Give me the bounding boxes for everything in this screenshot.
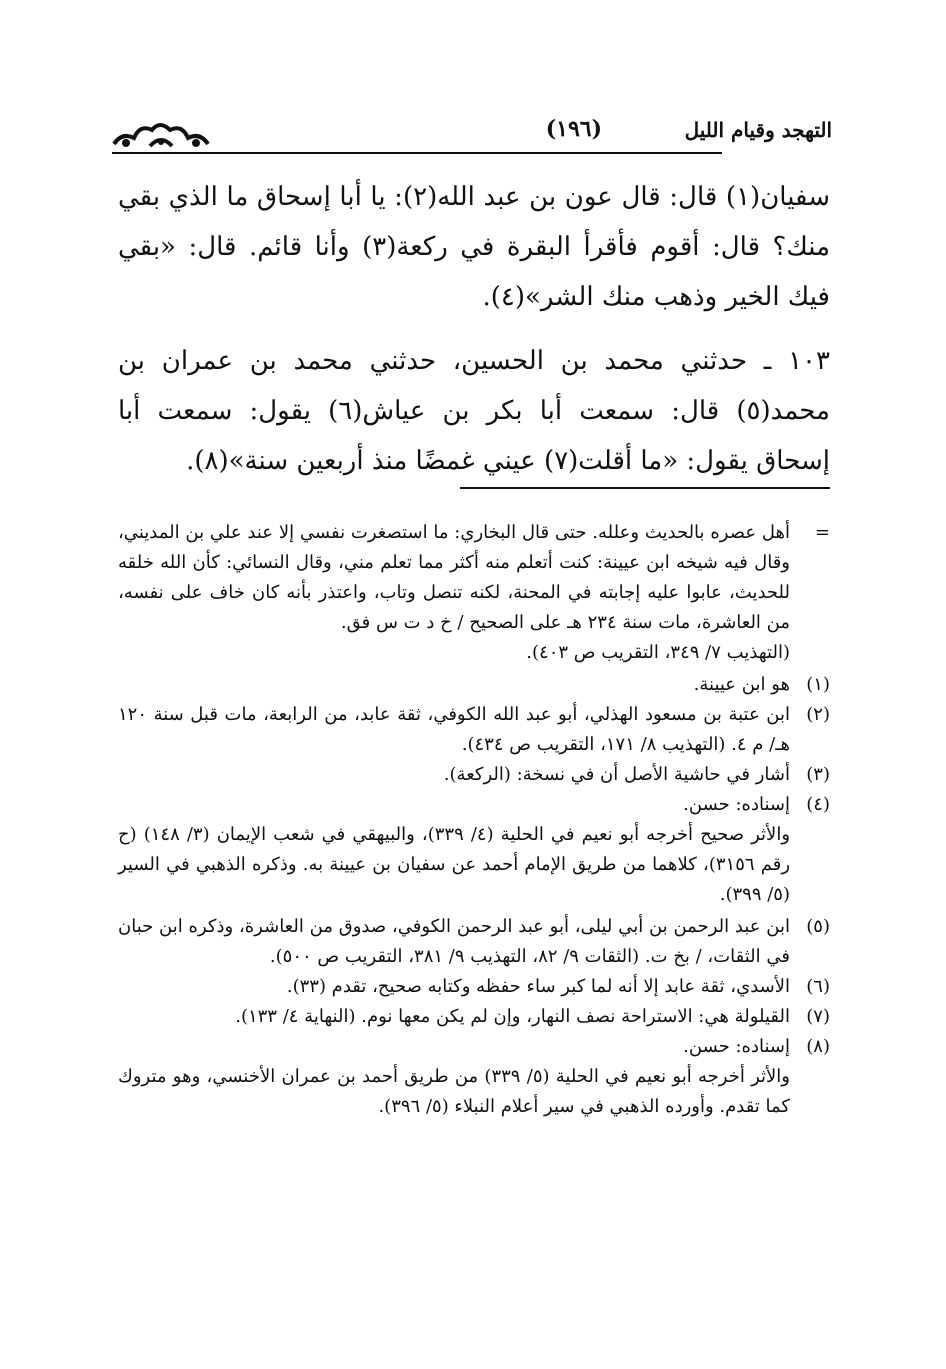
footnote-text: ابن عتبة بن مسعود الهذلي، أبو عبد الله الكوفي، ثقة عابد، من الرابعة، مات قبل سنة ١٢٠ هـ/ م ٤. (التهذيب ٨/ ١٧١، التقريب ص ٤٣٤). bbox=[118, 704, 790, 755]
footnote bbox=[118, 638, 830, 668]
footnote bbox=[118, 1062, 830, 1122]
footnote-number: (١) bbox=[806, 674, 830, 695]
footnote-number: (٥) bbox=[806, 916, 830, 937]
footnote-text: الأسدي، ثقة عابد إلا أنه لما كبر ساء حفظه وكتابه صحيح، تقدم (٣٣). bbox=[286, 976, 790, 997]
footnote bbox=[118, 670, 830, 700]
footnote-number: = bbox=[814, 522, 830, 543]
footnote bbox=[118, 820, 830, 910]
footnote-number: (٦) bbox=[806, 976, 830, 997]
footnote-text: أهل عصره بالحديث وعلله. حتى قال البخاري: ما استصغرت نفسي إلا عند علي بن المديني، وقال فيه شيخه ابن عيينة: كنت أتعلم منه أكثر مما تعلم مني، وقال النسائي: كأن الله خلقه للحديث، عابوا عليه إجابته في المحنة، لكنه تنصل وتاب، واعتذر بأنه كان خاف على نفسه، من العاشرة، مات سنة ٢٣٤ هـ على الصحيح / خ د ت س فق. bbox=[118, 522, 790, 633]
footnote-number: (٢) bbox=[806, 704, 830, 725]
footnote-text: إسناده: حسن. bbox=[683, 1036, 790, 1057]
footnote-text: أشار في حاشية الأصل أن في نسخة: (الركعة). bbox=[443, 764, 790, 785]
paragraph: سفيان(١) قال: قال عون بن عبد الله(٢): يا أبا إسحاق ما الذي بقي منك؟ قال: أقوم فأقرأ البقرة في ركعة(٣) وأنا قائم. قال: «بقي فيك الخير وذهب منك الشر»(٤). bbox=[118, 182, 831, 312]
running-title: التهجد وقيام الليل bbox=[684, 118, 832, 142]
footnote-text: ابن عبد الرحمن بن أبي ليلى، أبو عبد الرحمن الكوفي، صدوق من العاشرة، وذكره ابن حبان في الثقات، / بخ ت. (الثقات ٩/ ٨٢، التهذيب ٩/ ٣٨١، التقريب ص ٥٠٠). bbox=[118, 916, 790, 967]
footnote-text: القيلولة هي: الاستراحة نصف النهار، وإن لم يكن معها نوم. (النهاية ٤/ ١٣٣). bbox=[235, 1006, 790, 1027]
footnote-separator bbox=[460, 487, 830, 489]
footnote-text: إسناده: حسن. bbox=[683, 794, 790, 815]
ornament-icon bbox=[110, 116, 212, 152]
footnote bbox=[118, 972, 830, 1002]
footnote bbox=[118, 700, 830, 760]
footnote-text: هو ابن عيينة. bbox=[693, 674, 790, 695]
footnote-text: (التهذيب ٧/ ٣٤٩، التقريب ص ٤٠٣). bbox=[526, 642, 790, 663]
footnotes bbox=[118, 518, 830, 1122]
page-number: (١٩٦) bbox=[545, 116, 602, 142]
header-rule bbox=[112, 152, 722, 154]
footnote-text: والأثر أخرجه أبو نعيم في الحلية (٥/ ٣٣٩) من طريق أحمد بن عمران الأخنسي، وهو متروك كما تقدم. وأورده الذهبي في سير أعلام النبلاء (٥/ ٣٩٦). bbox=[118, 1066, 790, 1117]
page-header bbox=[112, 112, 832, 162]
paragraph: ١٠٣ ـ حدثني محمد بن الحسين، حدثني محمد بن عمران بن محمد(٥) قال: سمعت أبا بكر بن عياش(٦) يقول: سمعت أبا إسحاق يقول: «ما أقلت(٧) عيني غمضًا منذ أربعين سنة»(٨). bbox=[118, 346, 830, 476]
footnote-number: (٣) bbox=[806, 764, 830, 785]
footnote bbox=[118, 518, 830, 638]
footnote-number: (٤) bbox=[806, 794, 830, 815]
footnote bbox=[118, 1002, 830, 1032]
footnote bbox=[118, 1032, 830, 1062]
footnote-number: (٨) bbox=[806, 1036, 830, 1057]
footnote-text: والأثر صحيح أخرجه أبو نعيم في الحلية (٤/ ٣٣٩)، والبيهقي في شعب الإيمان (٣/ ١٤٨) (ح رقم ٣١٥٦)، كلاهما من طريق الإمام أحمد عن سفيان بن عيينة به. وذكره الذهبي في السير (٥/ ٣٩٩). bbox=[118, 824, 791, 905]
footnote bbox=[118, 790, 830, 820]
footnote-number: (٧) bbox=[806, 1006, 830, 1027]
main-text bbox=[118, 172, 830, 486]
footnote bbox=[118, 760, 830, 790]
footnote bbox=[118, 912, 830, 972]
